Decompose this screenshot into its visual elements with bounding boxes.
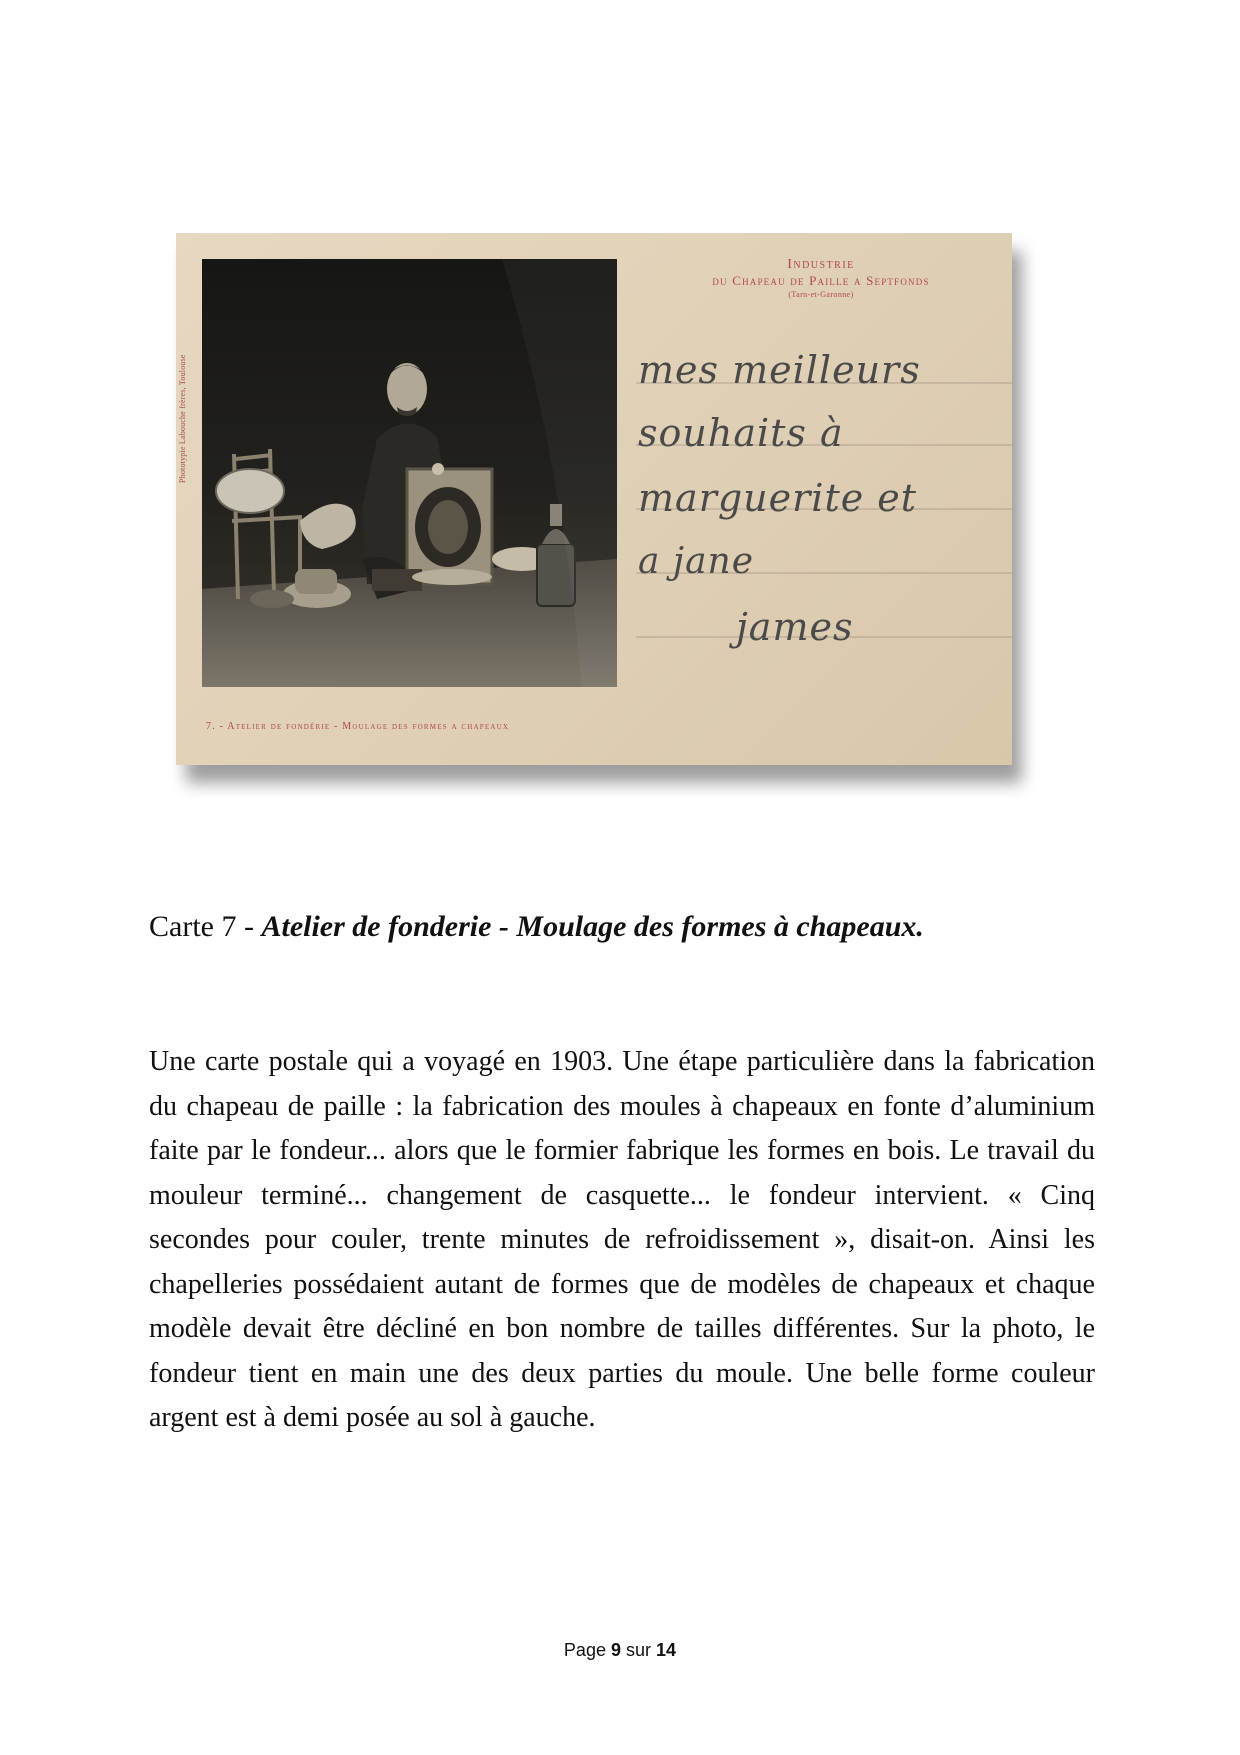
postcard-heading-line3: (Tarn-et-Garonne) bbox=[788, 290, 854, 299]
postcard-figure bbox=[176, 233, 1012, 765]
page-footer bbox=[0, 1640, 1240, 1661]
figure-caption bbox=[149, 910, 924, 944]
handwriting-line: marguerite et bbox=[638, 476, 918, 520]
handwriting-line: mes meilleurs bbox=[638, 348, 921, 392]
page-number: 9 bbox=[610, 1640, 621, 1660]
casting-mold bbox=[407, 463, 492, 584]
handwriting-line: a jane bbox=[638, 541, 755, 582]
caption-title: Atelier de fonderie - Moulage des formes à chapeaux. bbox=[261, 910, 924, 943]
printer-credit: Phototypie Labouche frères, Toulouse bbox=[178, 354, 187, 483]
page-separator: sur bbox=[626, 1640, 652, 1660]
page-total: 14 bbox=[656, 1640, 677, 1660]
caption-prefix: Carte 7 - bbox=[149, 910, 262, 943]
body-paragraph: Une carte postale qui a voyagé en 1903. Une étape particulière dans la fabrication du chapeau de paille : la fabrication des moules à chapeaux en fonte d’aluminium faite par le fondeur... alors que le formier fabrique les formes en bois. Le travail du mouleur terminé... changement de casquette... le fondeur intervient. « Cinq secondes pour couler, trente minutes de refroidissement », disait-on. Ainsi les chapelleries possédaient autant de formes que de modèles de chapeaux et chaque modèle devait être décliné en bon nombre de tailles différentes. Sur la photo, le fondeur tient en main une des deux parties du moule. Une belle forme couleur argent est à demi posée au sol à gauche. bbox=[149, 1046, 1095, 1433]
silver-form bbox=[216, 469, 284, 513]
postcard-heading-line1: Industrie bbox=[787, 257, 855, 272]
postcard-heading-line2: du Chapeau de Paille a Septfonds bbox=[712, 273, 930, 288]
handwriting-line: souhaits à bbox=[638, 411, 844, 455]
handwriting-signature: james bbox=[736, 605, 854, 649]
page-label: Page bbox=[563, 1640, 606, 1660]
postcard-caption: 7. - Atelier de fondérie - Moulage des formes a chapeaux bbox=[206, 721, 510, 732]
foundry-photo bbox=[202, 259, 617, 687]
postcard bbox=[176, 233, 1012, 765]
